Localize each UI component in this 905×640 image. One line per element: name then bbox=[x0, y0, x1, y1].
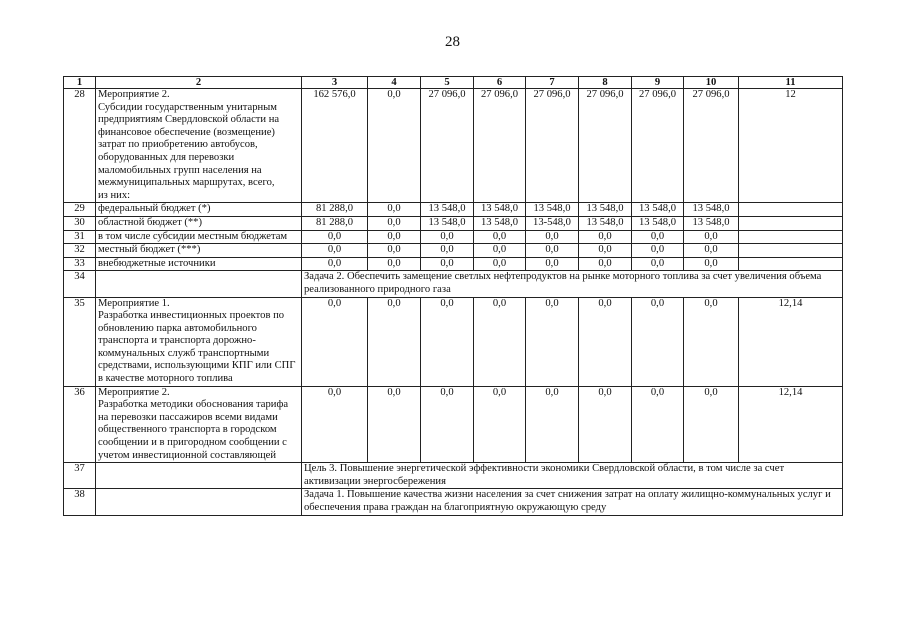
row-name: внебюджетные источники bbox=[96, 257, 302, 271]
row-name: Мероприятие 1. Разработка инвестиционных проектов по обновлению парка автомобильного транспорта и транспорта дорожно-коммунальных служб транспортными средствами, использующими КПГ или СПГ в качестве моторного топлива bbox=[96, 297, 302, 386]
value-cell: 13 548,0 bbox=[684, 203, 739, 217]
row-number: 28 bbox=[64, 89, 96, 203]
ref-cell bbox=[739, 216, 843, 230]
value-cell: 0,0 bbox=[421, 297, 474, 386]
value-cell: 0,0 bbox=[368, 203, 421, 217]
value-cell: 0,0 bbox=[368, 89, 421, 203]
task-text: Задача 2. Обеспечить замещение светлых нефтепродуктов на рынке моторного топлива за счет увеличения объема реализованного природного газа bbox=[302, 271, 843, 297]
row-number: 36 bbox=[64, 386, 96, 463]
value-cell: 0,0 bbox=[526, 230, 579, 244]
header-cell: 2 bbox=[96, 77, 302, 89]
value-cell: 13 548,0 bbox=[474, 216, 526, 230]
value-cell: 0,0 bbox=[368, 216, 421, 230]
row-name: в том числе субсидии местным бюджетам bbox=[96, 230, 302, 244]
table-row bbox=[64, 203, 843, 217]
header-cell: 7 bbox=[526, 77, 579, 89]
value-cell: 0,0 bbox=[421, 230, 474, 244]
row-name: Мероприятие 2. Субсидии государственным унитарным предприятиям Свердловской области на финансовое обеспечение (возмещение) затрат по приобретению автобусов, оборудованных для перевозки маломобильных групп населения на межмуниципальных маршрутах, всего, из них: bbox=[96, 89, 302, 203]
value-cell: 0,0 bbox=[302, 257, 368, 271]
empty-cell bbox=[96, 463, 302, 489]
row-number: 37 bbox=[64, 463, 96, 489]
value-cell: 0,0 bbox=[474, 386, 526, 463]
header-cell: 1 bbox=[64, 77, 96, 89]
row-number: 32 bbox=[64, 244, 96, 258]
ref-cell: 12,14 bbox=[739, 386, 843, 463]
header-cell: 9 bbox=[632, 77, 684, 89]
row-number: 30 bbox=[64, 216, 96, 230]
table-row bbox=[64, 257, 843, 271]
value-cell: 0,0 bbox=[632, 297, 684, 386]
value-cell: 0,0 bbox=[368, 230, 421, 244]
value-cell: 27 096,0 bbox=[632, 89, 684, 203]
value-cell: 0,0 bbox=[632, 244, 684, 258]
table-row bbox=[64, 89, 843, 203]
value-cell: 0,0 bbox=[302, 386, 368, 463]
table-row bbox=[64, 216, 843, 230]
value-cell: 0,0 bbox=[526, 386, 579, 463]
value-cell: 0,0 bbox=[474, 244, 526, 258]
value-cell: 13 548,0 bbox=[632, 203, 684, 217]
header-cell: 8 bbox=[579, 77, 632, 89]
value-cell: 0,0 bbox=[579, 230, 632, 244]
goal-row-37 bbox=[64, 463, 843, 489]
value-cell: 162 576,0 bbox=[302, 89, 368, 203]
value-cell: 0,0 bbox=[526, 244, 579, 258]
value-cell: 13 548,0 bbox=[474, 203, 526, 217]
value-cell: 0,0 bbox=[302, 297, 368, 386]
table-row bbox=[64, 386, 843, 463]
row-number: 33 bbox=[64, 257, 96, 271]
ref-cell bbox=[739, 230, 843, 244]
task-text: Задача 1. Повышение качества жизни населения за счет снижения затрат на оплату жилищно-коммунальных услуг и обеспечения права граждан на благоприятную окружающую среду bbox=[302, 489, 843, 515]
empty-cell bbox=[96, 489, 302, 515]
program-table bbox=[63, 76, 843, 516]
ref-cell bbox=[739, 244, 843, 258]
value-cell: 0,0 bbox=[421, 386, 474, 463]
value-cell: 27 096,0 bbox=[579, 89, 632, 203]
value-cell: 13-548,0 bbox=[526, 216, 579, 230]
header-row bbox=[64, 77, 843, 89]
ref-cell: 12 bbox=[739, 89, 843, 203]
value-cell: 27 096,0 bbox=[421, 89, 474, 203]
value-cell: 0,0 bbox=[368, 257, 421, 271]
value-cell: 13 548,0 bbox=[421, 216, 474, 230]
value-cell: 0,0 bbox=[368, 297, 421, 386]
value-cell: 0,0 bbox=[632, 386, 684, 463]
value-cell: 0,0 bbox=[421, 244, 474, 258]
value-cell: 0,0 bbox=[684, 230, 739, 244]
row-number: 29 bbox=[64, 203, 96, 217]
value-cell: 0,0 bbox=[579, 297, 632, 386]
value-cell: 0,0 bbox=[579, 386, 632, 463]
table-row bbox=[64, 244, 843, 258]
value-cell: 13 548,0 bbox=[579, 216, 632, 230]
goal-text: Цель 3. Повышение энергетической эффективности экономики Свердловской области, в том числе за счет активизации энергосбережения bbox=[302, 463, 843, 489]
header-cell: 5 bbox=[421, 77, 474, 89]
task-row-38 bbox=[64, 489, 843, 515]
value-cell: 0,0 bbox=[526, 297, 579, 386]
ref-cell bbox=[739, 203, 843, 217]
task-row-34 bbox=[64, 271, 843, 297]
value-cell: 0,0 bbox=[684, 386, 739, 463]
header-cell: 10 bbox=[684, 77, 739, 89]
value-cell: 0,0 bbox=[302, 230, 368, 244]
value-cell: 0,0 bbox=[474, 230, 526, 244]
value-cell: 0,0 bbox=[579, 257, 632, 271]
header-cell: 3 bbox=[302, 77, 368, 89]
header-cell: 11 bbox=[739, 77, 843, 89]
row-number: 38 bbox=[64, 489, 96, 515]
value-cell: 0,0 bbox=[632, 230, 684, 244]
value-cell: 0,0 bbox=[632, 257, 684, 271]
value-cell: 0,0 bbox=[474, 297, 526, 386]
row-number: 31 bbox=[64, 230, 96, 244]
value-cell: 13 548,0 bbox=[526, 203, 579, 217]
value-cell: 0,0 bbox=[368, 244, 421, 258]
value-cell: 27 096,0 bbox=[474, 89, 526, 203]
ref-cell bbox=[739, 257, 843, 271]
table-row bbox=[64, 230, 843, 244]
value-cell: 0,0 bbox=[684, 297, 739, 386]
value-cell: 81 288,0 bbox=[302, 216, 368, 230]
value-cell: 13 548,0 bbox=[579, 203, 632, 217]
row-number: 35 bbox=[64, 297, 96, 386]
value-cell: 0,0 bbox=[579, 244, 632, 258]
value-cell: 13 548,0 bbox=[632, 216, 684, 230]
row-name: областной бюджет (**) bbox=[96, 216, 302, 230]
row-number: 34 bbox=[64, 271, 96, 297]
value-cell: 0,0 bbox=[526, 257, 579, 271]
table-row bbox=[64, 297, 843, 386]
header-cell: 4 bbox=[368, 77, 421, 89]
row-name: Мероприятие 2. Разработка методики обоснования тарифа на перевозки пассажиров всеми видами общественного транспорта в городском сообщении и в пригородном сообщении с учетом инвестиционной составляющей bbox=[96, 386, 302, 463]
value-cell: 13 548,0 bbox=[421, 203, 474, 217]
value-cell: 0,0 bbox=[684, 244, 739, 258]
row-name: местный бюджет (***) bbox=[96, 244, 302, 258]
value-cell: 81 288,0 bbox=[302, 203, 368, 217]
header-cell: 6 bbox=[474, 77, 526, 89]
ref-cell: 12,14 bbox=[739, 297, 843, 386]
value-cell: 0,0 bbox=[368, 386, 421, 463]
row-name: федеральный бюджет (*) bbox=[96, 203, 302, 217]
empty-cell bbox=[96, 271, 302, 297]
value-cell: 0,0 bbox=[302, 244, 368, 258]
page-number: 28 bbox=[445, 34, 460, 50]
value-cell: 27 096,0 bbox=[526, 89, 579, 203]
value-cell: 0,0 bbox=[474, 257, 526, 271]
value-cell: 13 548,0 bbox=[684, 216, 739, 230]
value-cell: 0,0 bbox=[421, 257, 474, 271]
value-cell: 0,0 bbox=[684, 257, 739, 271]
value-cell: 27 096,0 bbox=[684, 89, 739, 203]
